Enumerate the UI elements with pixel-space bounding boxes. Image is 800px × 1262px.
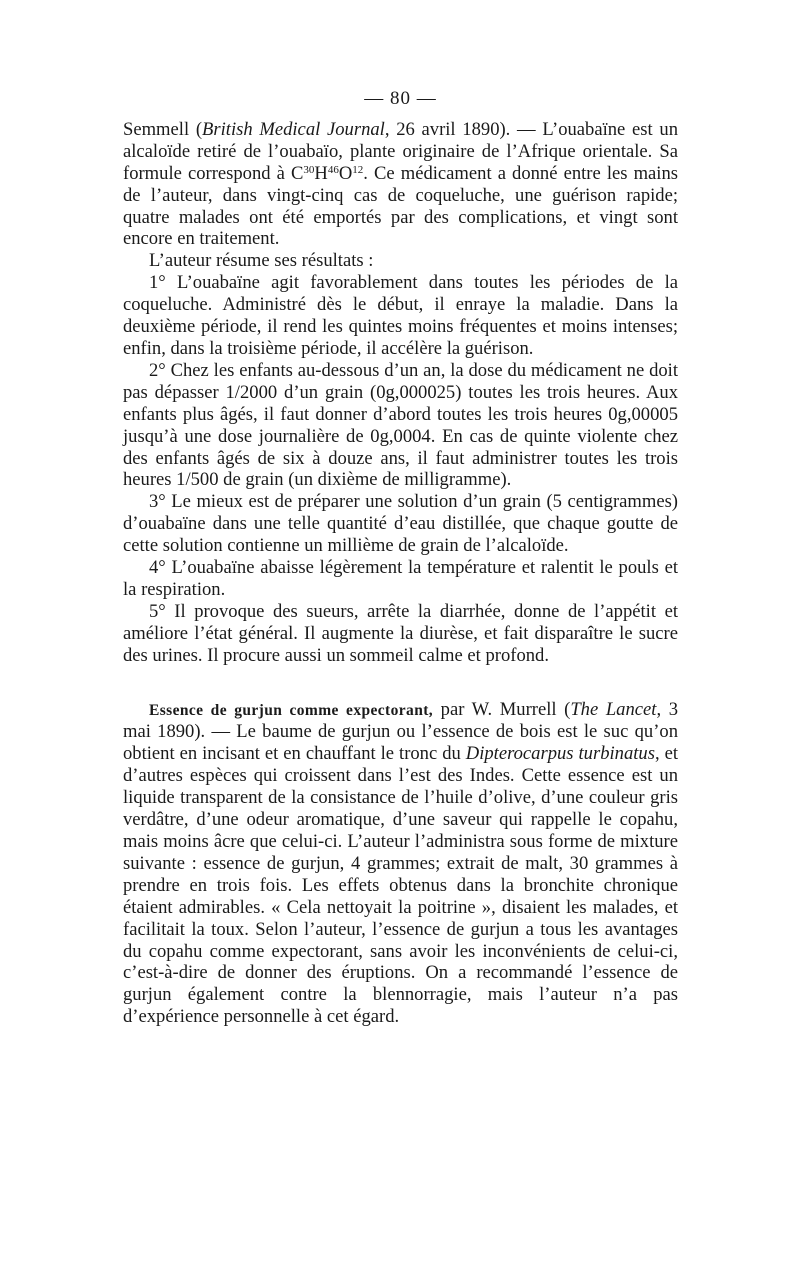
book-page bbox=[123, 88, 678, 1028]
result-point-1: 1° L’ouabaïne agit favorablement dans toutes les périodes de la coqueluche. Administré dès le début, il enraye la maladie. Dans la deuxième période, il rend les quintes moins fréquentes et moins intenses; enfin, dans la troisième période, il accélère la guérison. bbox=[123, 272, 678, 359]
species-name: Dipterocarpus turbinatus bbox=[465, 743, 655, 765]
result-point-3: 3° Le mieux est de préparer une solution d’un grain (5 centigrammes) d’ouabaïne dans une telle quantité d’eau distillée, que chaque goutte de cette solution contienne un millième de grain de l’alcaloïde. bbox=[123, 491, 678, 557]
intro-text-a: Semmell ( bbox=[123, 118, 203, 140]
formula-o: O bbox=[338, 162, 353, 184]
journal-name: British Medical Journal bbox=[202, 118, 385, 140]
result-point-5: 5° Il provoque des sueurs, arrête la diarrhée, donne de l’appétit et améliore l’état général. Il augmente la diurèse, et fait disparaître le sucre des urines. Il procure aussi un sommeil calme et profond. bbox=[123, 600, 678, 666]
intro-text-b: , 26 avril 1890). — L’ouabaïne est un alcaloïde retiré de l’ouabaïo, plante originaire de l’Afrique orientale. Sa formule correspond à C bbox=[123, 118, 678, 184]
journal-name-lancet: The Lancet bbox=[570, 698, 657, 720]
article-title: Essence de gurjun comme expectorant, bbox=[149, 701, 434, 719]
formula-sup-oxygen: 12 bbox=[352, 163, 364, 176]
section-spacer bbox=[123, 667, 678, 699]
gurjun-text-b: , 3 mai 1890). — Le baume de gurjun ou l’essence de bois est le suc qu’on obtient en incisant et en chauffant le tronc du bbox=[123, 698, 678, 765]
formula-sup-carbon: 30 bbox=[303, 163, 315, 176]
formula-sup-hydrogen: 46 bbox=[327, 163, 339, 176]
result-point-2: 2° Chez les enfants au-dessous d’un an, la dose du médicament ne doit pas dépasser 1/2000 d’un grain (0g,000025) toutes les trois heures. Aux enfants plus âgés, il faut donner d’abord toutes les trois heures 0g,00005 jusqu’à une dose journalière de 0g,0004. En cas de quinte violente chez des enfants âgés de six à douze ans, il faut administrer toutes les trois heures 1/500 de grain (un dixième de milligramme). bbox=[123, 359, 678, 491]
intro-text-e: . Ce médicament a donné entre les mains de l’auteur, dans vingt-cinq cas de coqueluche, une guérison rapide; quatre malades ont été emportés par des complications, et vingt sont encore en traitement. bbox=[123, 162, 678, 250]
gurjun-text-a: par W. Murrell ( bbox=[433, 698, 571, 720]
page-number: — 80 — bbox=[364, 88, 437, 109]
results-summary: L’auteur résume ses résultats : bbox=[149, 250, 374, 272]
gurjun-text-c: , et d’autres espèces qui croissent dans l’est des Indes. Cette essence est un liquide transparent de la consistance de l’huile d’olive, d’une couleur gris verdâtre, d’une odeur aromatique, d’une saveur qui rappelle le copahu, mais moins âcre que celui-ci. L’auteur l’administra sous forme de mixture suivante : essence de gurjun, 4 grammes; extrait de malt, 30 grammes à prendre en trois fois. Les effets obtenus dans la bronchite chronique étaient admirables. « Cela nettoyait la poitrine », disaient les malades, et facilitait la toux. Selon l’auteur, l’essence de gurjun a tous les avantages du copahu comme expectorant, sans avoir les inconvénients de celui-ci, c’est-à-dire de donner des éruptions. On a recommandé l’essence de gurjun également contre la blennorragie, mais l’auteur n’a pas d’expérience personnelle à cet égard. bbox=[123, 743, 678, 1028]
gurjun-paragraph bbox=[123, 699, 678, 1029]
ouabaine-intro-paragraph bbox=[123, 119, 678, 250]
formula-h: H bbox=[314, 162, 328, 184]
result-point-4: 4° L’ouabaïne abaisse légèrement la température et ralentit le pouls et la respiration. bbox=[123, 557, 678, 600]
